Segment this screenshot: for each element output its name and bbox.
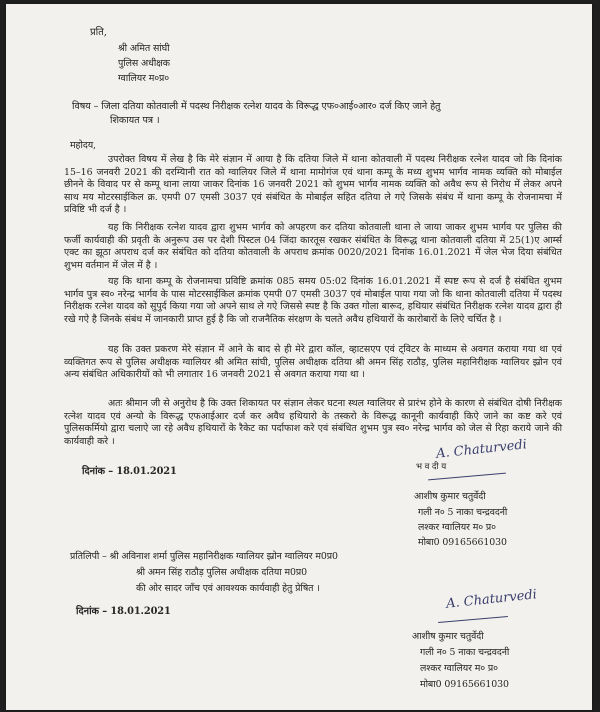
signature-stroke-1 <box>428 473 506 481</box>
letter-page <box>6 4 592 710</box>
copy-line-1: प्रतिलिपी – श्री अविनाश शर्मा पुलिस महानिरीक्षक ग्वालियर झ्रोन ग्वालियर म0प्र0 <box>70 551 338 562</box>
salutation: महोदय, <box>70 140 96 151</box>
body-paragraph-2: यह कि निरीक्षक रत्नेश यादव द्वारा शुभम भार्गव को अपहरण कर दतिया कोतवाली थाना ले जाया जाकर शुभम भार्गव पर पुलिस की फर्जी कार्यवाही की प्रवृती के अनुरूप उस पर देशी पिस्टल 04 जिंदा कारतूस रखकर संबंधित के विरूद्ध थाना कोतवाली दतिया में 25(1)ए आर्म्स एक्ट का झूठा अपराध दर्ज कर संबंधित को दतिया कोतवाली के अपराध क्रमांक 0020/2021 दिनांक 16.01.2021 में जेल भेज दिया संबंधित शुभम वर्तमान में जेल में है । <box>64 222 562 271</box>
sender-mobile-1: मोबा0 09165661030 <box>418 537 507 548</box>
subject-line-1: विषय – जिला दतिया कोतवाली में पदस्थ निरीक्षक रत्नेश यादव के विरूद्ध एफ०आई०आर० दर्ज किए जाने हेतु <box>72 101 441 112</box>
bhavadiya-label: भ व दी य <box>416 462 447 472</box>
copy-line-3: की ओर सादर जाँच एवं आवश्यक कार्यवाही हेतु प्रेषित । <box>136 583 320 594</box>
to-place: ग्वालियर म०प्र० <box>118 73 170 84</box>
date-1: दिनांक – 18.01.2021 <box>82 466 177 477</box>
sender-addr1-2: गली न० 5 नाका चन्द्रवदनी <box>420 647 510 658</box>
sender-mobile-2: मोबा0 09165661030 <box>420 679 509 690</box>
to-name: श्री अमित सांघी <box>118 43 170 54</box>
sender-name-1: आशीष कुमार चतुर्वेदी <box>414 491 486 502</box>
signature-stroke-2 <box>438 616 508 623</box>
copy-line-2: श्री अमन सिंह राठौड़ पुलिस अधीक्षक दतिया म0प्र0 <box>136 567 308 578</box>
sender-addr1-1: गली न० 5 नाका चन्द्रवदनी <box>418 507 508 518</box>
body-paragraph-4: यह कि उक्त प्रकरण मेरे संज्ञान में आने के बाद से ही मेरे द्वारा कॉल, व्हाटसएप एवं ट्विटर के माध्यम से अवगत कराया गया था एवं व्यक्तिगत रूप से पुलिस अधीक्षक ग्वालियर श्री अमित सांघी, पुलिस अधीक्षक दतिया श्री अमन सिंह राठौड़, पुलिस महानिरीक्षक ग्वालियर झ्रोन एवं अन्य संबंधित अधिकारीयों को भी लगातार 16 जनवरी 2021 से अवगत कराया गया था । <box>64 344 562 381</box>
body-paragraph-1: उपरोक्त विषय में लेख है कि मेरे संज्ञान में आया है कि दतिया जिले में थाना कोतवाली में पदस्थ निरीक्षक रत्नेश यादव जो कि दिनांक 15–16 जनवरी 2021 की दरम्यिानी रात को ग्वालियर जिले में थाना मामोगंज एवं थाना कम्पू के मध्य शुभम भार्गव नामक व्यक्ति को मोबाईल छीनने के विवाद पर से कम्पू थाना लाया जाकर दिनांक 16 जनवरी 2021 को शुभम भार्गव नामक व्यक्ति को अवैध रूप से निरोध में लेकर अपने साथ मय मोटरसाईकिल क्र. एमपी 07 एमसी 3037 एवं संबंधित के मोबाईल सहित दतिया ले गऐ जिसके संबंध में थाना कम्पू के रोजनामचा में प्रविष्टि भी दर्ज है । <box>64 154 562 216</box>
subject-line-2: शिकायत पत्र । <box>110 115 160 126</box>
date-2: दिनांक – 18.01.2021 <box>76 606 171 617</box>
body-paragraph-5: अतः श्रीमान जी से अनुरोध है कि उक्त शिकायत पर संज्ञान लेकर घटना स्थल ग्वालियर से प्रारंभ होने के कारण से संबंधित दोषी निरीक्षक रत्नेश यादव एवं अन्यो के विरूद्ध एफआईआर दर्ज कर अवैध हथियारो के तस्करो के विरूद्ध कानूनी कार्यवाही किऐ जाने का कष्ट करे एवं पुलिसकर्मियो द्वारा चलाऐ जा रहे अवैध हथियारों के रैकेट का पर्दाफाश करे एवं संबंधित शुभम पुत्र स्व० नरेन्द्र भार्गव को जेल से रिहा कराये जाने की कार्यवाही करे । <box>64 398 562 447</box>
sender-addr2-1: लश्कर ग्वालियर म० प्र० <box>418 522 496 533</box>
sender-signature-1: A. Chaturvedi <box>435 437 528 462</box>
sender-addr2-2: लश्कर ग्वालियर म० प्र० <box>420 663 498 674</box>
to-designation: पुलिस अधीक्षक <box>118 58 170 69</box>
body-paragraph-3: यह कि थाना कम्पू के रोजनामचा प्रविष्टि क्रमांक 085 समय 05:02 दिनांक 16.01.2021 में स्पष्ट रूप से दर्ज है संबंधित शुभम भार्गव पुत्र स्व० नरेन्द्र भार्गव के पास मोटरसाईकिल क्रमांक एमपी 07 एमसी 3037 एवं मोबाईल पाया गया जो कि थाना कोतवाली दतिया में पदस्थ निरीक्षक रत्नेश यादव को सुपुर्द किया गया जो अपने साथ ले गऐ जिससे स्पष्ट है कि उक्त गोला बारूद, हथियार संबंधित निरीक्षक रत्नेश यादव द्वारा ही रखे गऐ है जिनके संबंध में जानकारी प्राप्त हुई है कि जो राजनैतिक संरक्षण के चलते अवैध हथियारों के कारोबारों के लिऐ चर्चित है । <box>64 276 562 325</box>
sender-name-2: आशीष कुमार चतुर्वेदी <box>412 631 484 642</box>
to-prati: प्रति, <box>90 27 107 38</box>
sender-signature-2: A. Chaturvedi <box>445 587 538 612</box>
